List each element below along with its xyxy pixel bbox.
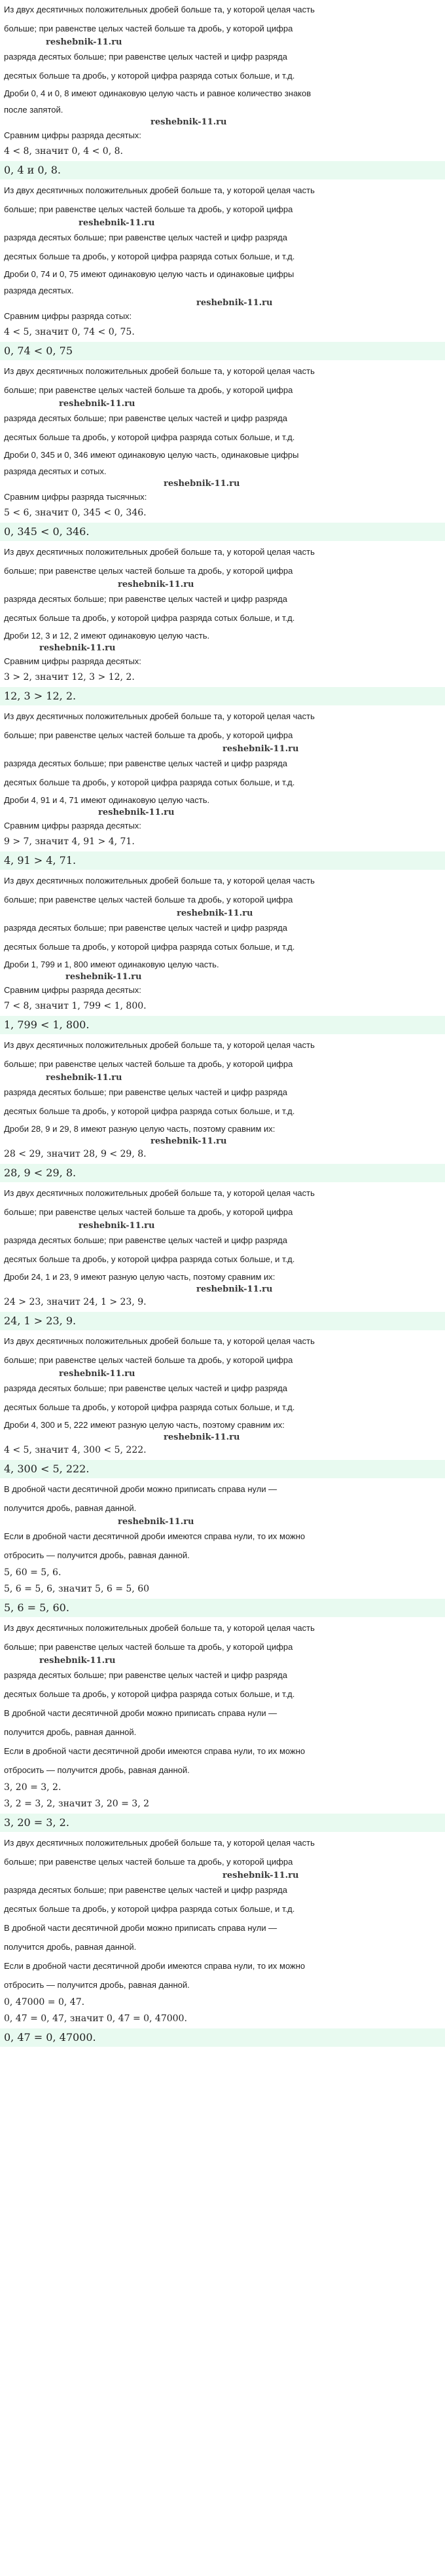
zeros-section xyxy=(0,1480,445,1617)
rule-text: Если в дробной части десятичной дроби имеются справа нули, то их можно xyxy=(4,1531,306,1541)
comparison-step: 7 < 8, значит 1, 799 < 1, 800. xyxy=(4,1001,147,1011)
comparison-section xyxy=(0,542,445,705)
rule-text: Из двух десятичных положительных дробей больше та, у которой целая часть xyxy=(4,366,315,376)
rule-text: десятых больше та дробь, у которой цифра разряда сотых больше, и т.д. xyxy=(4,1106,295,1116)
rule-text: получится дробь, равная данной. xyxy=(4,1727,137,1737)
watermark: reshebnik-11.ru xyxy=(118,1517,194,1527)
answer-highlight: 0, 345 < 0, 346. xyxy=(0,523,445,541)
watermark-row xyxy=(0,1137,445,1146)
watermark-row xyxy=(0,909,445,918)
watermark-row xyxy=(0,1518,445,1527)
rule-text: разряда десятых больше; при равенстве целых частей и цифр разряда xyxy=(4,1885,287,1895)
rule-text: больше; при равенстве целых частей больше та дробь, у которой цифра xyxy=(4,1355,293,1365)
explanation-text: после запятой. xyxy=(4,105,63,115)
explanation-text: Дроби 1, 799 и 1, 800 имеют одинаковую целую часть. xyxy=(4,960,219,969)
comparison-step: 5 < 6, значит 0, 345 < 0, 346. xyxy=(4,508,147,518)
rule-text: больше; при равенстве целых частей больше та дробь, у которой цифра xyxy=(4,895,293,905)
comparison-section xyxy=(0,1184,445,1330)
rule-text: Из двух десятичных положительных дробей больше та, у которой целая часть xyxy=(4,711,315,721)
compare-text: Сравним цифры разряда десятых: xyxy=(4,130,141,140)
answer-highlight: 28, 9 < 29, 8. xyxy=(0,1164,445,1182)
rule-text: Если в дробной части десятичной дроби имеются справа нули, то их можно xyxy=(4,1746,306,1756)
comparison-section xyxy=(0,1036,445,1182)
explanation-text: Дроби 0, 345 и 0, 346 имеют одинаковую целую часть, одинаковые цифры xyxy=(4,450,299,460)
watermark-row xyxy=(0,1871,445,1880)
watermark: reshebnik-11.ru xyxy=(222,744,299,754)
compare-text: Сравним цифры разряда тысячных: xyxy=(4,492,147,502)
rule-text: десятых больше та дробь, у которой цифра разряда сотых больше, и т.д. xyxy=(4,252,295,261)
rule-text: В дробной части десятичной дроби можно приписать справа нули — xyxy=(4,1708,277,1718)
equation-step: 5, 60 = 5, 6. xyxy=(4,1567,62,1578)
rule-text: разряда десятых больше; при равенстве целых частей и цифр разряда xyxy=(4,1383,287,1393)
rule-text: больше; при равенстве целых частей больше та дробь, у которой цифра xyxy=(4,1857,293,1867)
rule-text: отбросить — получится дробь, равная данной. xyxy=(4,1550,190,1560)
compare-text: Сравним цифры разряда десятых: xyxy=(4,821,141,831)
rule-text: десятых больше та дробь, у которой цифра разряда сотых больше, и т.д. xyxy=(4,1904,295,1914)
watermark: reshebnik-11.ru xyxy=(196,298,273,308)
watermark: reshebnik-11.ru xyxy=(196,1284,273,1294)
watermark: reshebnik-11.ru xyxy=(177,908,253,918)
watermark-row xyxy=(0,299,445,308)
comparison-section xyxy=(0,1332,445,1478)
watermark-row xyxy=(0,644,445,653)
watermark-row xyxy=(0,479,445,489)
watermark-row xyxy=(0,219,445,228)
comparison-section xyxy=(0,871,445,1034)
rule-text: десятых больше та дробь, у которой цифра разряда сотых больше, и т.д. xyxy=(4,71,295,81)
watermark-row xyxy=(0,1285,445,1294)
rule-text: Из двух десятичных положительных дробей больше та, у которой целая часть xyxy=(4,547,315,557)
explanation-text: Дроби 0, 4 и 0, 8 имеют одинаковую целую часть и равное количество знаков xyxy=(4,88,312,98)
watermark: reshebnik-11.ru xyxy=(46,37,122,47)
explanation-text: Дроби 24, 1 и 23, 9 имеют разную целую часть, поэтому сравним их: xyxy=(4,1272,276,1282)
watermark: reshebnik-11.ru xyxy=(164,479,240,489)
watermark: reshebnik-11.ru xyxy=(79,1221,155,1231)
answer-highlight: 0, 47 = 0, 47000. xyxy=(0,2028,445,2047)
watermark: reshebnik-11.ru xyxy=(98,808,175,817)
rule-text: больше; при равенстве целых частей больше та дробь, у которой цифра xyxy=(4,204,293,214)
watermark-row xyxy=(0,1656,445,1666)
watermark-row xyxy=(0,808,445,817)
rule-text: В дробной части десятичной дроби можно приписать справа нули — xyxy=(4,1484,277,1494)
comparison-section xyxy=(0,362,445,541)
rule-text: разряда десятых больше; при равенстве целых частей и цифр разряда xyxy=(4,413,287,423)
rule-text: десятых больше та дробь, у которой цифра разряда сотых больше, и т.д. xyxy=(4,1254,295,1264)
watermark-row xyxy=(0,1370,445,1379)
comparison-section xyxy=(0,0,445,179)
watermark-row xyxy=(0,400,445,409)
rule-text: больше; при равенстве целых частей больше та дробь, у которой цифра xyxy=(4,385,293,395)
explanation-text: разряда десятых и сотых. xyxy=(4,466,107,476)
rule-text: Из двух десятичных положительных дробей больше та, у которой целая часть xyxy=(4,1623,315,1633)
watermark-row xyxy=(0,118,445,127)
answer-highlight: 4, 300 < 5, 222. xyxy=(0,1460,445,1478)
equation-step: 0, 47 = 0, 47, значит 0, 47 = 0, 47000. xyxy=(4,2013,187,2024)
rule-text: Если в дробной части десятичной дроби имеются справа нули, то их можно xyxy=(4,1961,306,1971)
rule-text: разряда десятых больше; при равенстве целых частей и цифр разряда xyxy=(4,52,287,62)
watermark-row xyxy=(0,38,445,47)
rule-text: Из двух десятичных положительных дробей больше та, у которой целая часть xyxy=(4,876,315,886)
answer-highlight: 0, 4 и 0, 8. xyxy=(0,161,445,179)
rule-text: десятых больше та дробь, у которой цифра разряда сотых больше, и т.д. xyxy=(4,432,295,442)
rule-text: В дробной части десятичной дроби можно приписать справа нули — xyxy=(4,1923,277,1933)
comparison-step: 24 > 23, значит 24, 1 > 23, 9. xyxy=(4,1297,147,1307)
rule-text: разряда десятых больше; при равенстве целых частей и цифр разряда xyxy=(4,1670,287,1680)
rule-text: разряда десятых больше; при равенстве целых частей и цифр разряда xyxy=(4,233,287,242)
watermark: reshebnik-11.ru xyxy=(39,643,116,653)
compare-text: Сравним цифры разряда сотых: xyxy=(4,311,132,321)
rule-text: больше; при равенстве целых частей больше та дробь, у которой цифра xyxy=(4,730,293,740)
comparison-section xyxy=(0,707,445,870)
watermark: reshebnik-11.ru xyxy=(79,218,155,228)
watermark: reshebnik-11.ru xyxy=(222,1871,299,1880)
rule-text: Из двух десятичных положительных дробей больше та, у которой целая часть xyxy=(4,1336,315,1346)
answer-highlight: 1, 799 < 1, 800. xyxy=(0,1016,445,1034)
answer-highlight: 5, 6 = 5, 60. xyxy=(0,1599,445,1617)
watermark: reshebnik-11.ru xyxy=(164,1432,240,1442)
watermark: reshebnik-11.ru xyxy=(118,580,194,589)
explanation-text: Дроби 12, 3 и 12, 2 имеют одинаковую целую часть. xyxy=(4,631,210,641)
comparison-step: 9 > 7, значит 4, 91 > 4, 71. xyxy=(4,836,135,847)
rule-text: больше; при равенстве целых частей больше та дробь, у которой цифра xyxy=(4,1642,293,1652)
rule-text: отбросить — получится дробь, равная данной. xyxy=(4,1980,190,1990)
comparison-step: 4 < 5, значит 4, 300 < 5, 222. xyxy=(4,1445,147,1455)
zeros-section xyxy=(0,1833,445,2047)
rule-text: разряда десятых больше; при равенстве целых частей и цифр разряда xyxy=(4,594,287,604)
rule-text: больше; при равенстве целых частей больше та дробь, у которой цифра xyxy=(4,1207,293,1217)
watermark-row xyxy=(0,1073,445,1083)
watermark: reshebnik-11.ru xyxy=(39,1656,116,1666)
compare-text: Сравним цифры разряда десятых: xyxy=(4,985,141,995)
watermark: reshebnik-11.ru xyxy=(59,399,135,409)
watermark: reshebnik-11.ru xyxy=(151,1136,227,1146)
rule-text: разряда десятых больше; при равенстве целых частей и цифр разряда xyxy=(4,923,287,933)
explanation-text: разряда десятых. xyxy=(4,286,74,295)
rule-text: Из двух десятичных положительных дробей больше та, у которой целая часть xyxy=(4,185,315,195)
watermark: reshebnik-11.ru xyxy=(65,972,142,982)
rule-text: больше; при равенстве целых частей больше та дробь, у которой цифра xyxy=(4,1059,293,1069)
rule-text: десятых больше та дробь, у которой цифра разряда сотых больше, и т.д. xyxy=(4,777,295,787)
rule-text: десятых больше та дробь, у которой цифра разряда сотых больше, и т.д. xyxy=(4,942,295,952)
rule-text: больше; при равенстве целых частей больше та дробь, у которой цифра xyxy=(4,566,293,576)
compare-text: Сравним цифры разряда десятых: xyxy=(4,656,141,666)
rule-text: получится дробь, равная данной. xyxy=(4,1503,137,1513)
watermark-row xyxy=(0,745,445,754)
rule-text: разряда десятых больше; при равенстве целых частей и цифр разряда xyxy=(4,1087,287,1097)
comparison-step: 3 > 2, значит 12, 3 > 12, 2. xyxy=(4,672,135,682)
watermark: reshebnik-11.ru xyxy=(59,1369,135,1379)
rule-text: отбросить — получится дробь, равная данной. xyxy=(4,1765,190,1775)
explanation-text: Дроби 4, 300 и 5, 222 имеют разную целую часть, поэтому сравним их: xyxy=(4,1420,285,1430)
comparison-step: 28 < 29, значит 28, 9 < 29, 8. xyxy=(4,1149,147,1159)
rule-text: разряда десятых больше; при равенстве целых частей и цифр разряда xyxy=(4,758,287,768)
equation-step: 5, 6 = 5, 6, значит 5, 6 = 5, 60 xyxy=(4,1584,150,1594)
rule-text: десятых больше та дробь, у которой цифра разряда сотых больше, и т.д. xyxy=(4,1402,295,1412)
equation-step: 3, 2 = 3, 2, значит 3, 20 = 3, 2 xyxy=(4,1799,150,1809)
equation-step: 3, 20 = 3, 2. xyxy=(4,1782,62,1793)
answer-highlight: 4, 91 > 4, 71. xyxy=(0,851,445,870)
explanation-text: Дроби 0, 74 и 0, 75 имеют одинаковую целую часть и одинаковые цифры xyxy=(4,269,294,279)
answer-highlight: 12, 3 > 12, 2. xyxy=(0,687,445,705)
comparison-step: 4 < 8, значит 0, 4 < 0, 8. xyxy=(4,146,123,157)
watermark: reshebnik-11.ru xyxy=(46,1073,122,1083)
zeros-section xyxy=(0,1618,445,1832)
answer-highlight: 0, 74 < 0, 75 xyxy=(0,342,445,360)
watermark-row xyxy=(0,973,445,982)
rule-text: больше; при равенстве целых частей больше та дробь, у которой цифра xyxy=(4,24,293,33)
comparison-section xyxy=(0,181,445,360)
rule-text: десятых больше та дробь, у которой цифра разряда сотых больше, и т.д. xyxy=(4,613,295,623)
explanation-text: Дроби 4, 91 и 4, 71 имеют одинаковую целую часть. xyxy=(4,795,210,805)
rule-text: Из двух десятичных положительных дробей больше та, у которой целая часть xyxy=(4,1188,315,1198)
rule-text: получится дробь, равная данной. xyxy=(4,1942,137,1952)
rule-text: Из двух десятичных положительных дробей больше та, у которой целая часть xyxy=(4,1040,315,1050)
answer-highlight: 24, 1 > 23, 9. xyxy=(0,1312,445,1330)
rule-text: разряда десятых больше; при равенстве целых частей и цифр разряда xyxy=(4,1235,287,1245)
answer-highlight: 3, 20 = 3, 2. xyxy=(0,1814,445,1832)
comparison-step: 4 < 5, значит 0, 74 < 0, 75. xyxy=(4,327,135,337)
rule-text: десятых больше та дробь, у которой цифра разряда сотых больше, и т.д. xyxy=(4,1689,295,1699)
watermark: reshebnik-11.ru xyxy=(151,117,227,127)
equation-step: 0, 47000 = 0, 47. xyxy=(4,1997,85,2007)
explanation-text: Дроби 28, 9 и 29, 8 имеют разную целую часть, поэтому сравним их: xyxy=(4,1124,276,1134)
watermark-row xyxy=(0,580,445,589)
watermark-row xyxy=(0,1433,445,1442)
rule-text: Из двух десятичных положительных дробей больше та, у которой целая часть xyxy=(4,1838,315,1848)
watermark-row xyxy=(0,1222,445,1231)
rule-text: Из двух десятичных положительных дробей больше та, у которой целая часть xyxy=(4,5,315,14)
